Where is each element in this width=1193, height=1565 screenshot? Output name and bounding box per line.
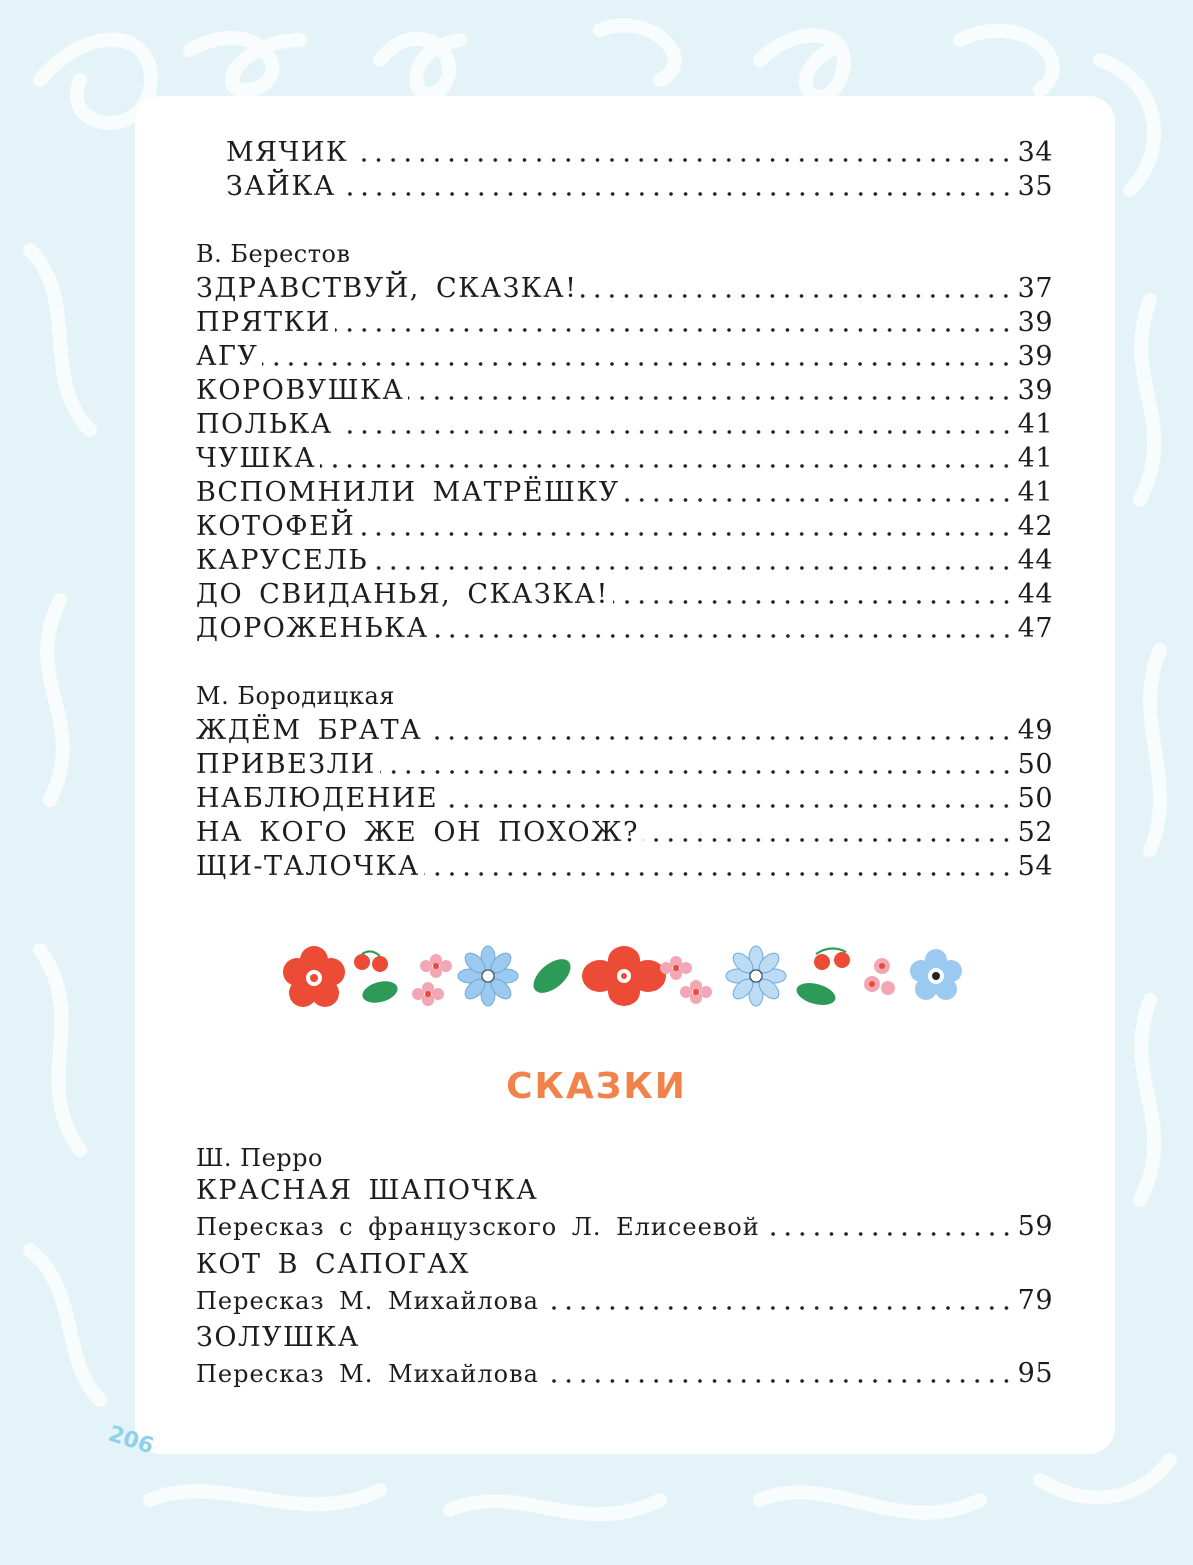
dot-leader: [380, 770, 1014, 774]
dot-leader: [340, 192, 1014, 196]
entry-title: ДОРОЖЕНЬКА: [196, 613, 429, 644]
entry-title: МЯЧИК: [226, 137, 349, 168]
toc-entry[interactable]: [196, 442, 1053, 476]
toc-entry[interactable]: [196, 408, 1053, 442]
toc-entry[interactable]: [196, 510, 1053, 544]
entry-title: КАРУСЕЛЬ: [196, 545, 369, 576]
entry-page: 44: [1017, 579, 1053, 610]
dot-leader: [408, 396, 1013, 400]
entry-page: 50: [1017, 783, 1053, 814]
dot-leader: [433, 634, 1014, 638]
entry-title: КОРОВУШКА: [196, 375, 405, 406]
blue-flower-icon: [910, 949, 962, 1000]
entry-page: 39: [1017, 341, 1053, 372]
dot-leader: [613, 600, 1014, 604]
dot-leader: [424, 872, 1014, 876]
dot-leader: [426, 736, 1014, 740]
toc-entry[interactable]: [196, 476, 1053, 510]
toc-entry[interactable]: [196, 272, 1053, 306]
entry-page: 34: [1017, 137, 1053, 168]
entry-title: ПРЯТКИ: [196, 307, 331, 338]
toc-entry[interactable]: [196, 374, 1053, 408]
entry-page: 50: [1017, 749, 1053, 780]
entry-title: ЧУШКА: [196, 443, 317, 474]
toc-entry[interactable]: [196, 1357, 1053, 1391]
entry-page: 39: [1017, 375, 1053, 406]
entry-title: НАБЛЮДЕНИЕ: [196, 783, 439, 814]
entry-title: ЩИ-ТАЛОЧКА: [196, 851, 420, 882]
toc-entry[interactable]: [196, 578, 1053, 612]
toc-entry[interactable]: [196, 1210, 1053, 1244]
dot-leader: [764, 1232, 1014, 1236]
red-flower-icon: [582, 946, 666, 1006]
dot-leader: [320, 464, 1014, 468]
entry-page: 47: [1017, 613, 1053, 644]
toc-entry[interactable]: [226, 170, 1053, 204]
dot-leader: [372, 566, 1014, 570]
entry-page: 79: [1017, 1285, 1053, 1316]
toc-entry[interactable]: [196, 748, 1053, 782]
dot-leader: [352, 158, 1013, 162]
entry-title: ЗАЙКА: [226, 171, 336, 202]
pink-flower-icon: [864, 958, 895, 995]
entry-title: ЖДЁМ БРАТА: [196, 715, 423, 746]
entry-title: ПОЛЬКА: [196, 409, 333, 440]
entry-subtitle: Пересказ М. Михайлова: [196, 1287, 539, 1315]
entry-page: 42: [1017, 511, 1053, 542]
toc-entry[interactable]: [196, 612, 1053, 646]
toc-entry[interactable]: [196, 306, 1053, 340]
flower-ornament-strip: [276, 940, 976, 1015]
toc-entry[interactable]: [196, 340, 1053, 374]
toc-entry[interactable]: [196, 544, 1053, 578]
entry-page: 37: [1017, 273, 1053, 304]
berries-icon: [354, 951, 400, 1006]
entry-page: 41: [1017, 443, 1053, 474]
entry-title: ДО СВИДАНЬЯ, СКАЗКА!: [196, 579, 609, 610]
dot-leader: [543, 1306, 1014, 1310]
toc-entry[interactable]: [226, 136, 1053, 170]
entry-title: ЗДРАВСТВУЙ, СКАЗКА!: [196, 273, 578, 304]
entry-subtitle: Пересказ с французского Л. Елисеевой: [196, 1213, 760, 1241]
page-number: 206: [105, 1421, 157, 1460]
pink-flower-icon: [412, 954, 452, 1006]
entry-page: 41: [1017, 409, 1053, 440]
red-flower-icon: [283, 946, 345, 1007]
dot-leader: [337, 430, 1014, 434]
toc-entry[interactable]: [196, 1284, 1053, 1318]
author-name: Ш. Перро: [196, 1144, 323, 1172]
entry-title: НА КОГО ЖЕ ОН ПОХОЖ?: [196, 817, 639, 848]
story-title[interactable]: КОТ В САПОГАХ: [196, 1249, 470, 1280]
dot-leader: [643, 838, 1014, 842]
entry-page: 49: [1017, 715, 1053, 746]
dot-leader: [624, 498, 1014, 502]
blue-daisy-icon: [726, 946, 786, 1006]
leaf-icon: [527, 953, 576, 1000]
entry-page: 95: [1017, 1358, 1053, 1389]
entry-page: 41: [1017, 477, 1053, 508]
entry-title: ПРИВЕЗЛИ: [196, 749, 376, 780]
toc-entry[interactable]: [196, 850, 1053, 884]
entry-title: КОТОФЕЙ: [196, 511, 356, 542]
entry-page: 52: [1017, 817, 1053, 848]
toc-entry[interactable]: [196, 714, 1053, 748]
story-title[interactable]: КРАСНАЯ ШАПОЧКА: [196, 1175, 539, 1206]
dot-leader: [581, 294, 1013, 298]
entry-title: ВСПОМНИЛИ МАТРЁШКУ: [196, 477, 620, 508]
pink-flower-icon: [660, 956, 712, 1004]
entry-page: 54: [1017, 851, 1053, 882]
author-name: В. Берестов: [196, 240, 351, 268]
entry-title: АГУ: [196, 341, 259, 372]
entry-page: 35: [1017, 171, 1053, 202]
berries-icon: [794, 948, 850, 1008]
section-title: СКАЗКИ: [506, 1066, 687, 1107]
dot-leader: [442, 804, 1014, 808]
toc-entry[interactable]: [196, 816, 1053, 850]
dot-leader: [335, 328, 1014, 332]
author-name: М. Бородицкая: [196, 682, 395, 710]
dot-leader: [262, 362, 1013, 366]
entry-subtitle: Пересказ М. Михайлова: [196, 1360, 539, 1388]
entry-page: 59: [1017, 1211, 1053, 1242]
entry-page: 39: [1017, 307, 1053, 338]
dot-leader: [543, 1379, 1014, 1383]
story-title[interactable]: ЗОЛУШКА: [196, 1322, 360, 1353]
dot-leader: [359, 532, 1013, 536]
blue-daisy-icon: [458, 946, 518, 1006]
toc-entry[interactable]: [196, 782, 1053, 816]
entry-page: 44: [1017, 545, 1053, 576]
